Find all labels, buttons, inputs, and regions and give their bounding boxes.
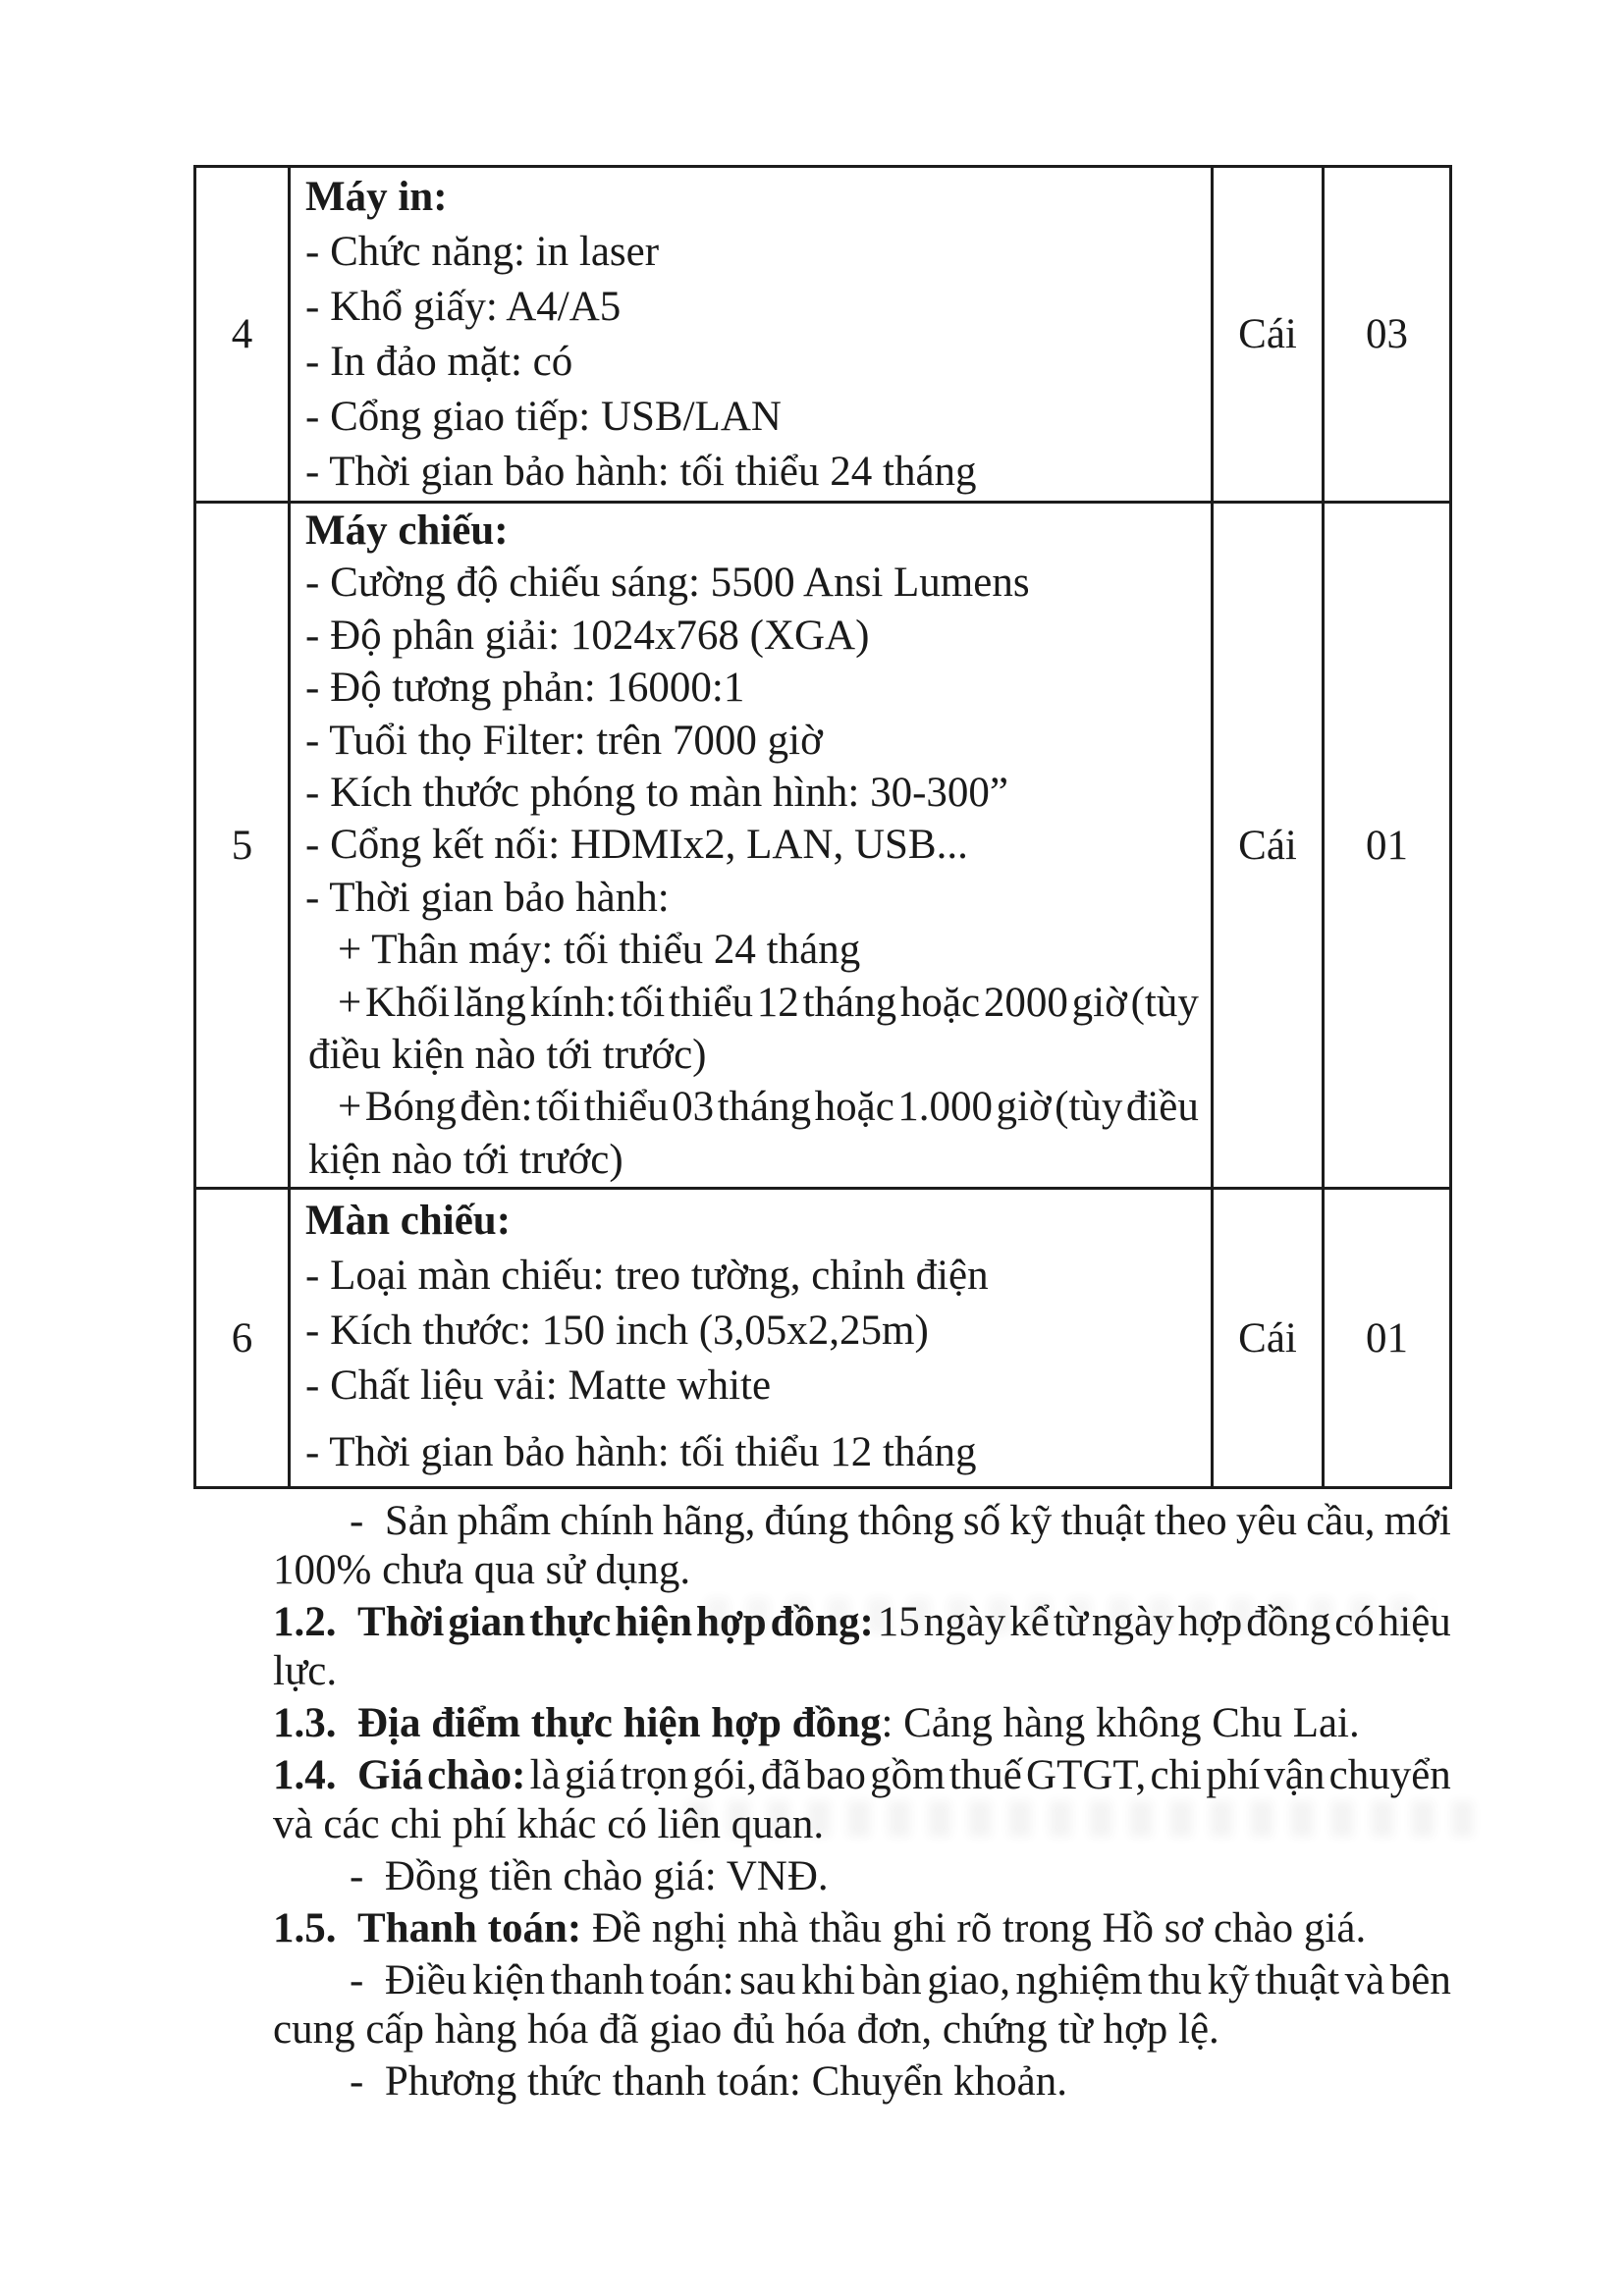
quantity-cell: 01 — [1366, 1314, 1408, 1362]
word: giờ — [1071, 979, 1127, 1026]
text-segment: Đề nghị nhà thầu ghi rõ trong Hồ sơ chào giá. — [581, 1905, 1367, 1951]
quantity-cell: 01 — [1325, 504, 1449, 1190]
spec-line — [305, 557, 1199, 609]
word: gian — [448, 1599, 526, 1645]
word: 1.2. Thời — [273, 1599, 445, 1645]
word: nghiệm — [1015, 1957, 1143, 2003]
word: theo — [1154, 1498, 1227, 1544]
word: kính: — [529, 979, 618, 1026]
word: đã — [761, 1752, 801, 1798]
paragraph-line — [273, 1904, 1451, 1953]
paragraph — [273, 1699, 1451, 1748]
spec-line — [305, 924, 1199, 976]
text-segment: - Cổng kết nối: HDMIx2, LAN, USB... — [305, 822, 968, 869]
word: và — [1344, 1957, 1385, 2003]
spec-line — [305, 280, 1199, 335]
word: ngày — [1092, 1599, 1174, 1645]
word: hợp — [1177, 1599, 1243, 1645]
spec-line — [305, 1425, 1199, 1480]
unit-cell: Cái — [1214, 1190, 1325, 1486]
row-number-cell: 5 — [196, 504, 291, 1190]
text-segment: - Phương thức thanh toán: Chuyển khoản. — [350, 2058, 1067, 2105]
word: phẩm — [457, 1498, 552, 1544]
word: đèn: — [460, 1084, 533, 1131]
word: bao — [804, 1752, 866, 1798]
word: 1.4. Giá — [273, 1752, 423, 1798]
spec-line — [305, 445, 1199, 500]
word: thu — [1148, 1957, 1203, 2003]
paragraph-line — [273, 1699, 1451, 1748]
spec-line — [305, 1304, 1199, 1359]
row-number-cell: 6 — [196, 1190, 291, 1486]
word: là — [529, 1752, 561, 1798]
text-segment: - Độ phân giải: 1024x768 (XGA) — [305, 612, 870, 659]
word: thực — [529, 1599, 612, 1645]
text-segment: - Kích thước phóng to màn hình: 30-300” — [305, 770, 1009, 817]
spec-line — [305, 505, 1199, 557]
paragraph-line — [273, 1647, 1451, 1696]
word: số — [962, 1498, 1001, 1544]
word: hoặc — [899, 979, 981, 1026]
word: thiểu — [669, 979, 754, 1026]
word: + — [338, 979, 362, 1026]
text-segment: - Loại màn chiếu: treo tường, chỉnh điện — [305, 1253, 989, 1299]
word: giờ — [996, 1084, 1052, 1131]
bold-text: 1.5. Thanh toán: — [273, 1905, 582, 1951]
word: bàn — [860, 1957, 922, 2003]
spec-line — [305, 390, 1199, 445]
text-segment: - Thời gian bảo hành: — [305, 874, 670, 921]
word: đồng: — [770, 1599, 874, 1645]
paragraph-line — [273, 1546, 1451, 1595]
word: kiện — [471, 1957, 545, 2003]
paragraph-line — [273, 1598, 1451, 1647]
word: thuật — [1060, 1498, 1146, 1544]
word: chính — [560, 1498, 654, 1544]
word: trọn — [620, 1752, 688, 1798]
paragraph-line — [273, 1800, 1451, 1849]
spec-description-cell — [291, 1190, 1214, 1486]
word: tháng — [802, 979, 897, 1026]
word: toán: — [649, 1957, 734, 2003]
word: - Điều — [350, 1957, 467, 2003]
word: tối — [535, 1084, 581, 1131]
paragraph — [273, 1852, 1451, 1901]
text-segment: cung cấp hàng hóa đã giao đủ hóa đơn, chứng từ hợp lệ. — [273, 2006, 1219, 2053]
spec-description-cell — [291, 504, 1214, 1190]
word: đúng — [764, 1498, 849, 1544]
paragraph-line — [273, 2057, 1451, 2107]
word: kỹ — [1009, 1498, 1053, 1544]
text-segment: + Thân máy: tối thiểu 24 tháng — [338, 927, 861, 974]
paragraph-line — [273, 1956, 1451, 2005]
spec-line — [305, 225, 1199, 280]
text-segment: 100% chưa qua sử dụng. — [273, 1547, 691, 1593]
spec-line — [305, 662, 1199, 714]
spec-description-cell — [291, 168, 1214, 504]
word: Khối — [365, 979, 451, 1026]
word: thuật — [1255, 1957, 1340, 2003]
spec-line — [305, 1081, 1199, 1133]
word: hợp — [696, 1599, 767, 1645]
spec-line — [305, 977, 1199, 1029]
word: 03 — [672, 1084, 715, 1131]
word: chào: — [427, 1752, 526, 1798]
spec-line — [305, 1029, 1199, 1081]
word: gói, — [692, 1752, 757, 1798]
spec-line — [305, 767, 1199, 819]
word: vận — [1264, 1752, 1326, 1798]
word: yêu — [1235, 1498, 1297, 1544]
spec-line — [305, 1194, 1199, 1249]
paragraph-line — [273, 1751, 1451, 1800]
word: phí — [1206, 1752, 1261, 1798]
word: giá — [564, 1752, 617, 1798]
word: thiểu — [583, 1084, 669, 1131]
paragraph — [273, 2057, 1451, 2107]
word: tháng — [717, 1084, 812, 1131]
paragraph — [273, 1904, 1451, 1953]
unit-cell: Cái — [1214, 168, 1325, 504]
text-segment: lực. — [273, 1648, 338, 1694]
paragraph-line — [273, 2005, 1451, 2055]
text-segment: - Đồng tiền chào giá: VNĐ. — [350, 1853, 829, 1899]
word: chuyển — [1328, 1752, 1451, 1798]
word: 15 — [877, 1599, 920, 1645]
text-segment: - Chất liệu vải: Matte white — [305, 1362, 772, 1409]
text-segment: - Khổ giấy: A4/A5 — [305, 284, 622, 330]
text-segment: - Thời gian bảo hành: tối thiểu 12 tháng — [305, 1429, 977, 1475]
word: chi — [1150, 1752, 1202, 1798]
text-segment: - Độ tương phản: 16000:1 — [305, 665, 745, 712]
spec-line — [305, 872, 1199, 924]
text-segment: - Tuổi thọ Filter: trên 7000 giờ — [305, 717, 823, 764]
text-segment: - In đảo mặt: có — [305, 339, 573, 385]
word: 2000 — [983, 979, 1068, 1026]
spec-line — [305, 335, 1199, 390]
spec-table — [193, 165, 1452, 1489]
row-number-cell: 4 — [196, 168, 291, 504]
paragraph-line — [273, 1852, 1451, 1901]
word: từ — [1053, 1599, 1089, 1645]
word: (tùy — [1055, 1084, 1123, 1131]
word: có — [1334, 1599, 1375, 1645]
text-segment: - Kích thước: 150 inch (3,05x2,25m) — [305, 1308, 929, 1354]
spec-line — [305, 1359, 1199, 1414]
word: 1.000 — [897, 1084, 993, 1131]
word: bên — [1389, 1957, 1451, 2003]
word: giao, — [927, 1957, 1010, 2003]
word: điều — [1125, 1084, 1199, 1131]
word: hãng, — [662, 1498, 756, 1544]
word: hoặc — [814, 1084, 894, 1131]
text-segment: và các chi phí khác có liên quan. — [273, 1801, 825, 1847]
text-segment: - Thời gian bảo hành: tối thiểu 24 tháng — [305, 449, 977, 495]
word: - Sản — [350, 1498, 449, 1544]
word: ngày — [923, 1599, 1006, 1645]
spec-line — [305, 1134, 1199, 1186]
paragraph — [273, 1956, 1451, 2055]
text-segment: : Cảng hàng không Chu Lai. — [881, 1700, 1360, 1746]
word: hiệu — [1378, 1599, 1451, 1645]
word: lăng — [453, 979, 526, 1026]
spec-line — [305, 715, 1199, 767]
quantity-cell: 03 — [1325, 168, 1449, 504]
text-segment: - Cổng giao tiếp: USB/LAN — [305, 394, 782, 440]
body-text — [273, 1497, 1451, 2107]
word: sau — [739, 1957, 796, 2003]
word: kỹ — [1207, 1957, 1250, 2003]
paragraph — [273, 1751, 1451, 1849]
word: thông — [857, 1498, 954, 1544]
word: + — [338, 1084, 362, 1131]
paragraph-line — [273, 1497, 1451, 1546]
word: đồng — [1246, 1599, 1331, 1645]
paragraph — [273, 1598, 1451, 1696]
word: thanh — [550, 1957, 645, 2003]
bold-text: Máy chiếu: — [305, 507, 509, 554]
spec-line — [305, 610, 1199, 662]
word: thuế — [948, 1752, 1022, 1798]
word: 12 — [756, 979, 799, 1026]
unit-cell: Cái — [1214, 504, 1325, 1190]
word: GTGT, — [1026, 1752, 1147, 1798]
word: hiện — [615, 1599, 693, 1645]
text-segment: - Chức năng: in laser — [305, 229, 660, 275]
spec-line — [305, 819, 1199, 871]
spec-line — [305, 170, 1199, 225]
paragraph — [273, 1497, 1451, 1595]
text-segment: điều kiện nào tới trước) — [308, 1032, 707, 1079]
word: tối — [620, 979, 666, 1026]
word: mới — [1383, 1498, 1451, 1544]
bold-text: Màn chiếu: — [305, 1198, 512, 1244]
word: gồm — [870, 1752, 946, 1798]
spec-line — [305, 1249, 1199, 1304]
word: kể — [1009, 1599, 1050, 1645]
word: (tùy — [1130, 979, 1199, 1026]
text-segment: - Cường độ chiếu sáng: 5500 Ansi Lumens — [305, 560, 1030, 607]
text-segment: kiện nào tới trước) — [308, 1136, 623, 1183]
word: Bóng — [364, 1084, 457, 1131]
bold-text: 1.3. Địa điểm thực hiện hợp đồng — [273, 1700, 882, 1746]
word: cầu, — [1306, 1498, 1376, 1544]
word: khi — [801, 1957, 855, 2003]
bold-text: Máy in: — [305, 174, 448, 220]
